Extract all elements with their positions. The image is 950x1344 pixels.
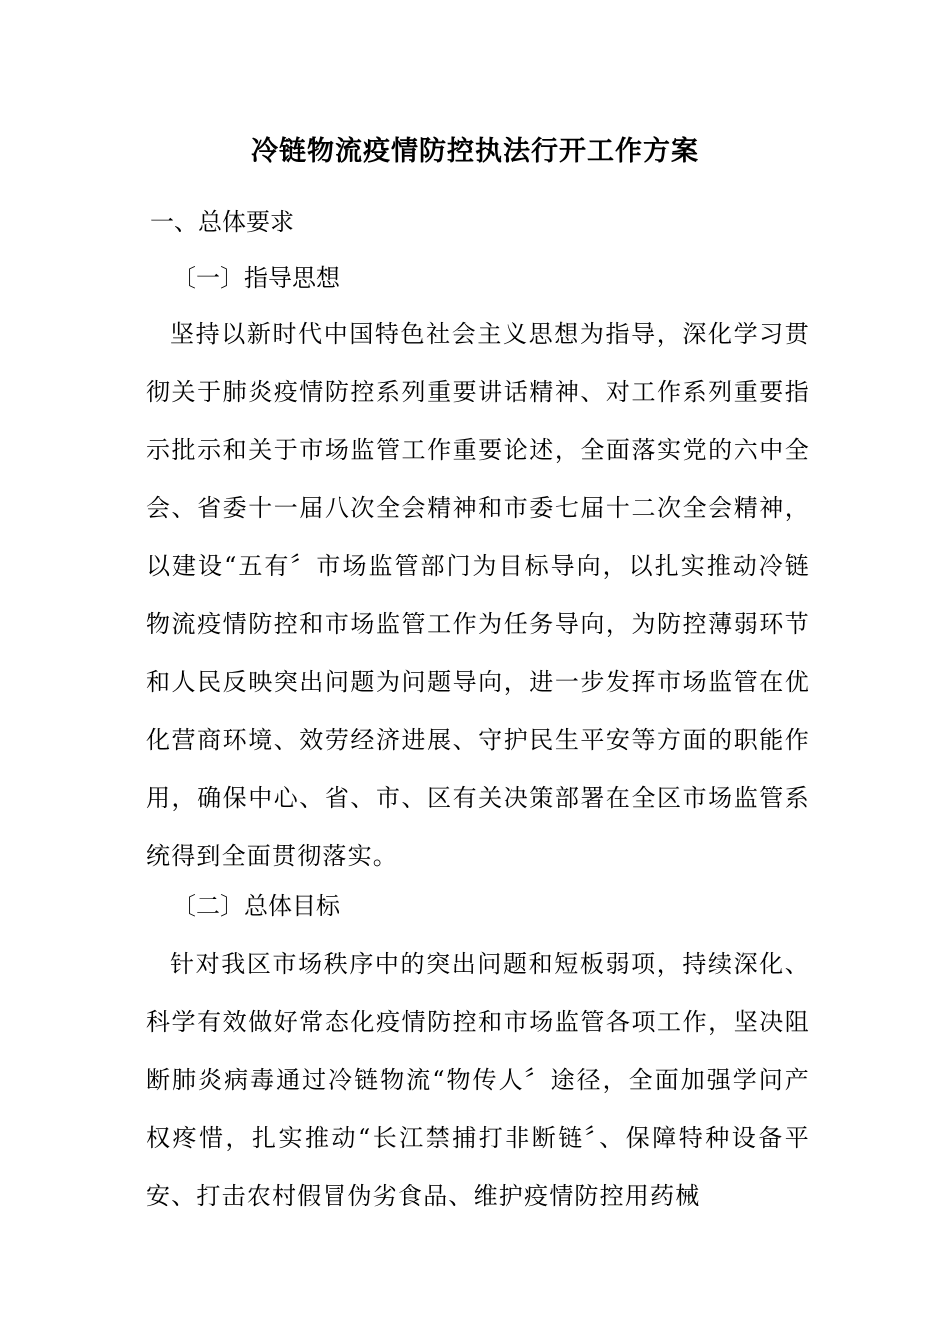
document-title: 冷链物流疫情防控执法行开工作方案: [251, 136, 699, 167]
paragraph-guiding-thought: 坚持以新时代中国特色社会主义思想为指导，深化学习贯彻关于肺炎疫情防控系列重要讲话精神、对工作系列重要指示批示和关于市场监管工作重要论述，全面落实党的六中全会、省委十一届八次全会精神和市委七届十二次全会精神，以建设“五有〞市场监管部门为目标导向，以扎实推动冷链物流疫情防控和市场监管工作为任务导向，为防控薄弱环节和人民反映突出问题为问题导向，进一步发挥市场监管在优化营商环境、效劳经济进展、守护民生平安等方面的职能作用，确保中心、省、市、区有关决策部署在全区市场监管系统得到全面贯彻落实。: [146, 320, 810, 870]
subsection-heading-overall-goal: 〔二〕总体目标: [172, 892, 340, 920]
paragraph-overall-goal: 针对我区市场秩序中的突出问题和短板弱项，持续深化、科学有效做好常态化疫情防控和市场监管各项工作，坚决阻断肺炎病毒通过冷链物流“物传人〞途径，全面加强学问产权疼惜，扎实推动“长江禁捕打非断链〞、保障特种设备平安、打击农村假冒伪劣食品、维护疫情防控用药械: [146, 950, 810, 1210]
section-heading-general-requirements: 一、总体要求: [150, 208, 294, 236]
subsection-heading-guiding-thought: 〔一〕指导思想: [172, 264, 340, 292]
